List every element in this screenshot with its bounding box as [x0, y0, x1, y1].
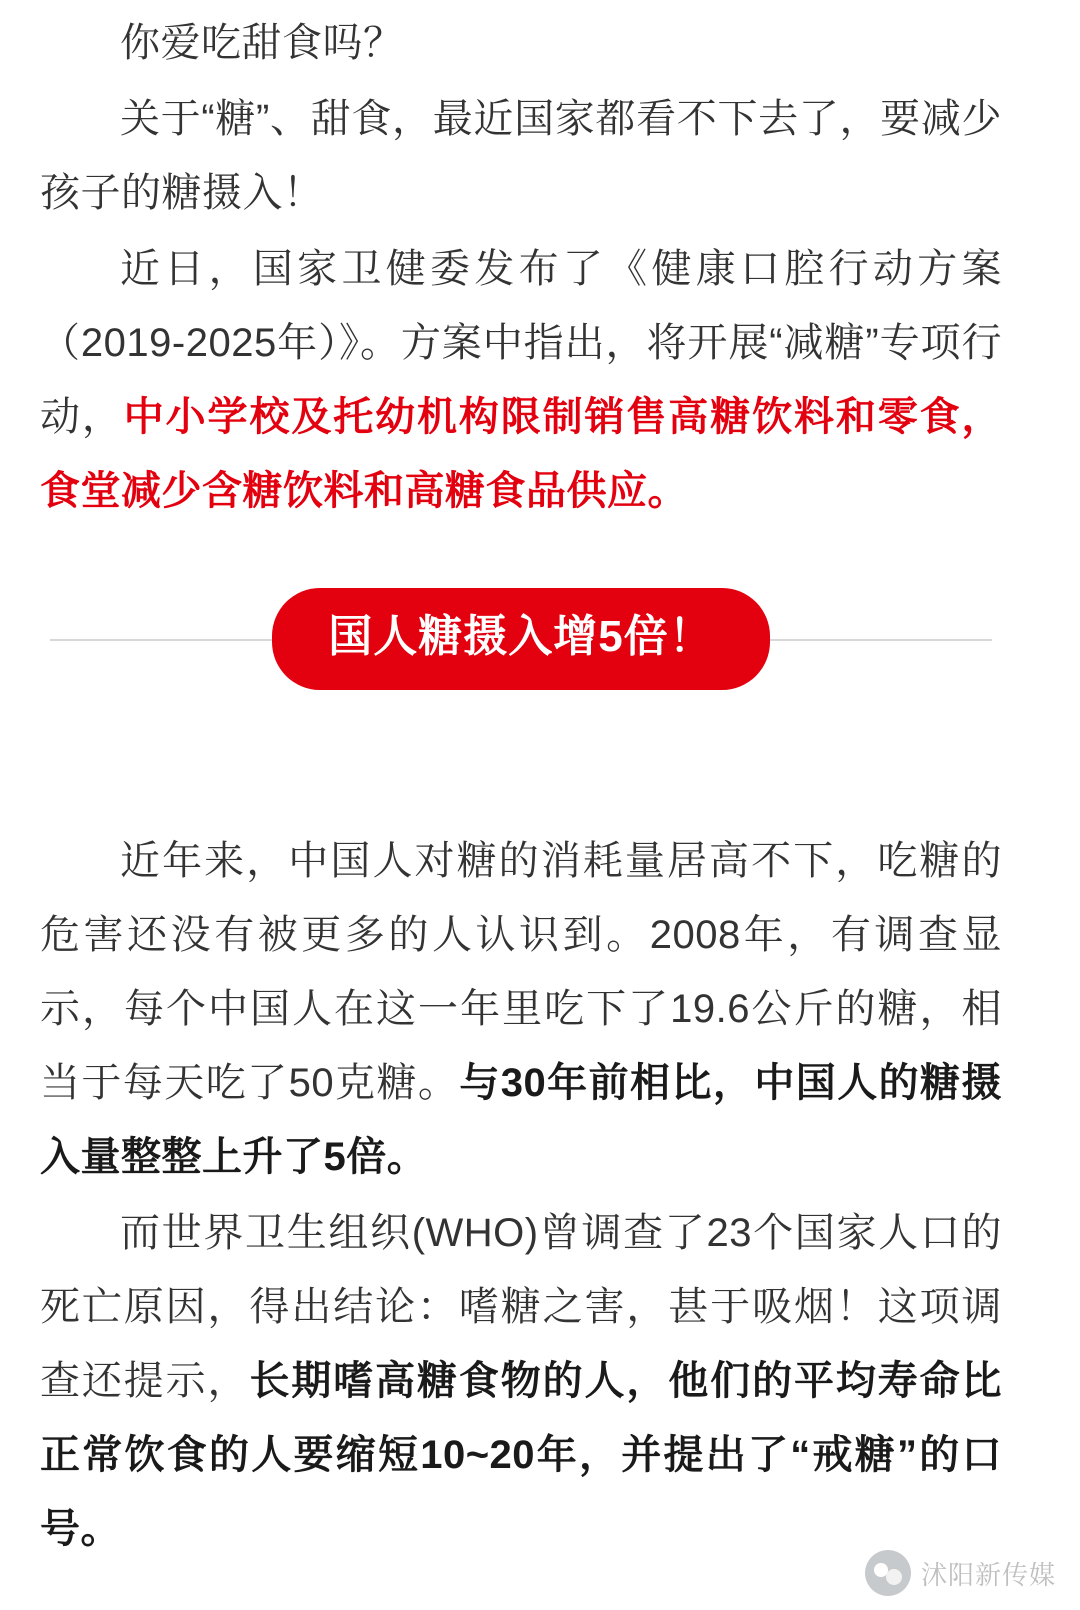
text-run: 近日，国家卫健委发布了《健康口腔行动方案（2019-2025年）》。方案中指出，将开展“减糖”专项行动，	[40, 247, 1002, 439]
text-run: 而世界卫生组织(WHO)曾调查了23个国家人口的死亡原因，得出结论：嗜糖之害，甚于吸烟！这项调查还提示，	[40, 1211, 1002, 1403]
text-run: 你爱吃甜食吗？	[120, 21, 404, 65]
text-run: 近年来，中国人对糖的消耗量居高不下，吃糖的危害还没有被更多的人认识到。2008年，有调查显示，每个中国人在这一年里吃下了19.6公斤的糖，相当于每天吃了50克糖。	[40, 839, 1002, 1105]
banner-spacer	[40, 732, 1002, 824]
text-run: 关于“糖”、甜食，最近国家都看不下去了，要减少孩子的糖摄入！	[40, 97, 1002, 215]
highlight-bold-lifespan: 长期嗜高糖食物的人，他们的平均寿命比正常饮食的人要缩短10~20年，并提出了“戒糖”的口号。	[40, 1359, 1003, 1551]
paragraph-5	[40, 1196, 1002, 1566]
paragraph-3	[40, 232, 1002, 528]
banner-label: 国人糖摄入增5倍！	[272, 588, 769, 690]
watermark	[865, 1550, 1056, 1596]
paragraph-1	[40, 6, 1002, 80]
paragraph-group-top	[40, 6, 1002, 528]
paragraph-group-bottom	[40, 824, 1002, 1566]
highlight-bold-increase: 与30年前相比，中国人的糖摄入量整整上升了5倍。	[40, 1061, 1002, 1179]
highlight-red-policy: 中小学校及托幼机构限制销售高糖饮料和零食，食堂减少含糖饮料和高糖食品供应。	[40, 395, 1003, 513]
paragraph-2	[40, 82, 1002, 230]
paragraph-4	[40, 824, 1002, 1194]
watermark-label: 沭阳新传媒	[920, 1559, 1056, 1590]
wechat-account-icon	[865, 1550, 911, 1596]
section-banner	[40, 554, 1002, 724]
